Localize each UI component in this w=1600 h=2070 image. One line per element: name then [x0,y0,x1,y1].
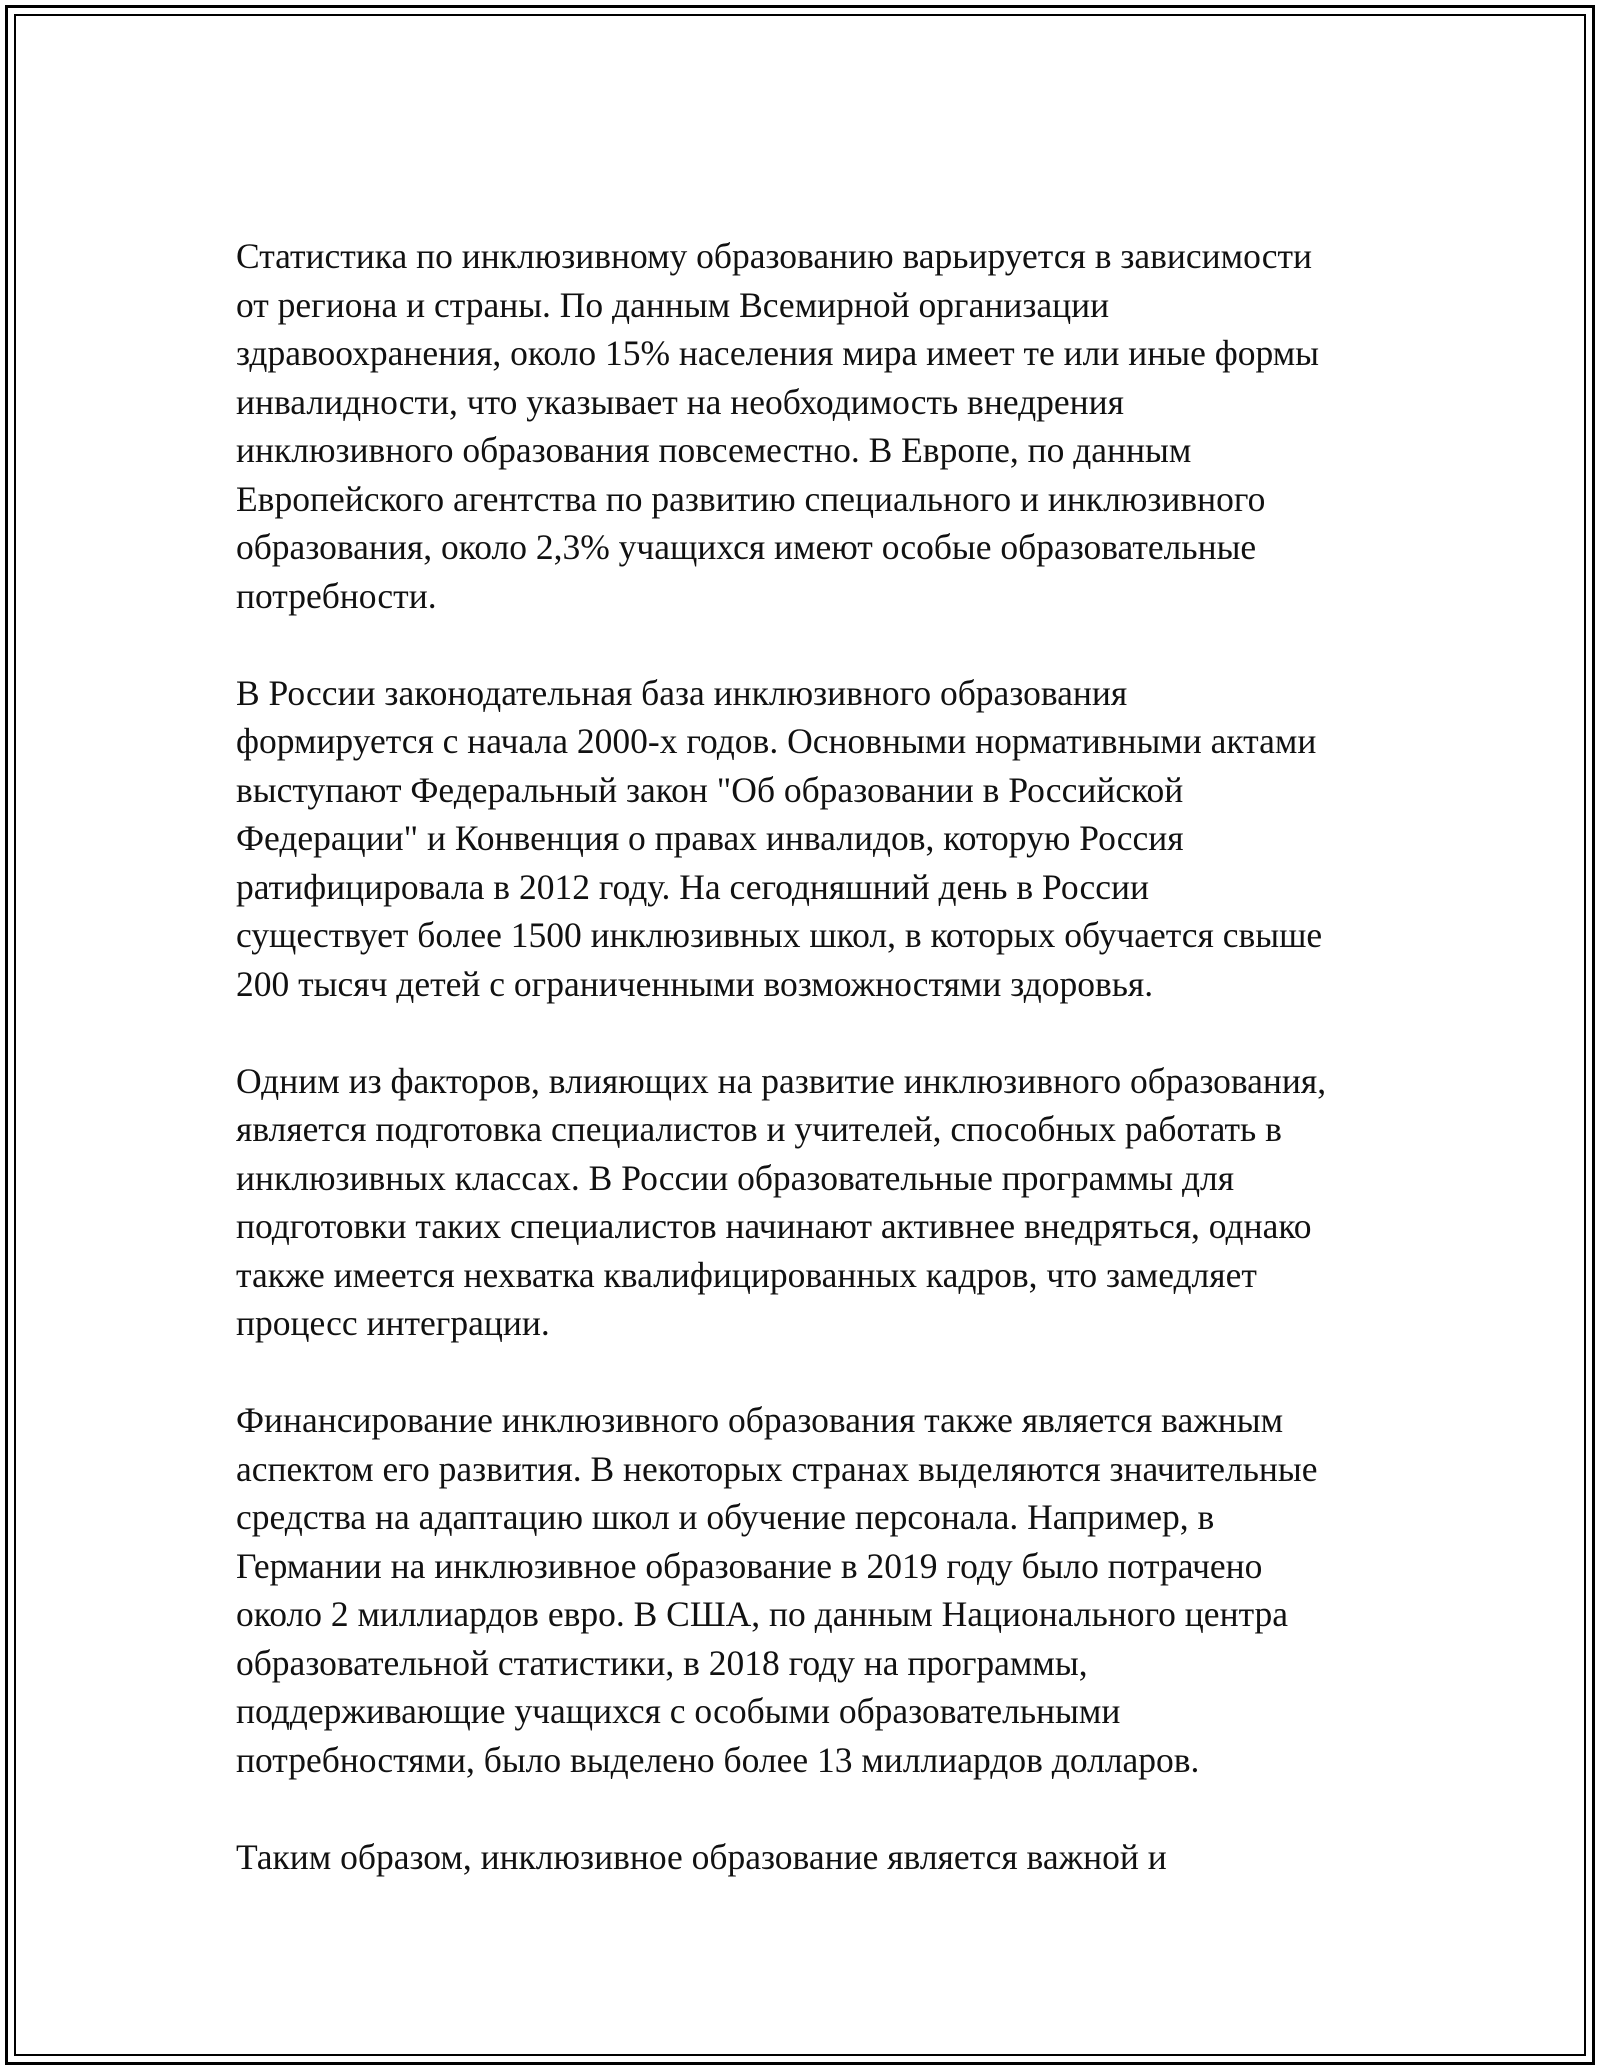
paragraph-statistics: Статистика по инклюзивному образованию варьируется в зависимости от региона и страны. По данным Всемирной организации здравоохранения, около 15% населения мира имеет те или иные формы инвалидности, что указывает на необходимость внедрения инклюзивного образования повсеместно. В Европе, по данным Европейского агентства по развитию специального и инклюзивного образования, около 2,3% учащихся имеют особые образовательные потребности. [236,236,1320,616]
paragraph-teacher-training: Одним из факторов, влияющих на развитие инклюзивного образования, является подготовка специалистов и учителей, способных работать в инклюзивных классах. В России образовательные программы для подготовки таких специалистов начинают активнее внедряться, однако также имеется нехватка квалифицированных кадров, что замедляет процесс интеграции. [236,1060,1327,1343]
paragraph-russia-legislation: В России законодательная база инклюзивного образования формируется с начала 2000-х годов. Основными нормативными актами выступают Федеральный закон "Об образовании в Российской Федерации" и Конвенция о правах инвалидов, которую Россия ратифицировала в 2012 году. На сегодняшний день в России существует более 1500 инклюзивных школ, в которых обучается свыше 200 тысяч детей с ограниченными возможностями здоровья. [236,672,1323,1004]
paragraph-funding: Финансирование инклюзивного образования также является важным аспектом его развития. В некоторых странах выделяются значительные средства на адаптацию школ и обучение персонала. Например, в Германии на инклюзивное образование в 2019 году было потрачено около 2 миллиардов евро. В США, по данным Национального центра образовательной статистики, в 2018 году на программы, поддерживающие учащихся с особыми образовательными потребностями, было выделено более 13 миллиардов долларов. [236,1400,1318,1780]
paragraph-conclusion: Таким образом, инклюзивное образование является важной и [236,1836,1167,1877]
document-body [236,232,1376,1930]
